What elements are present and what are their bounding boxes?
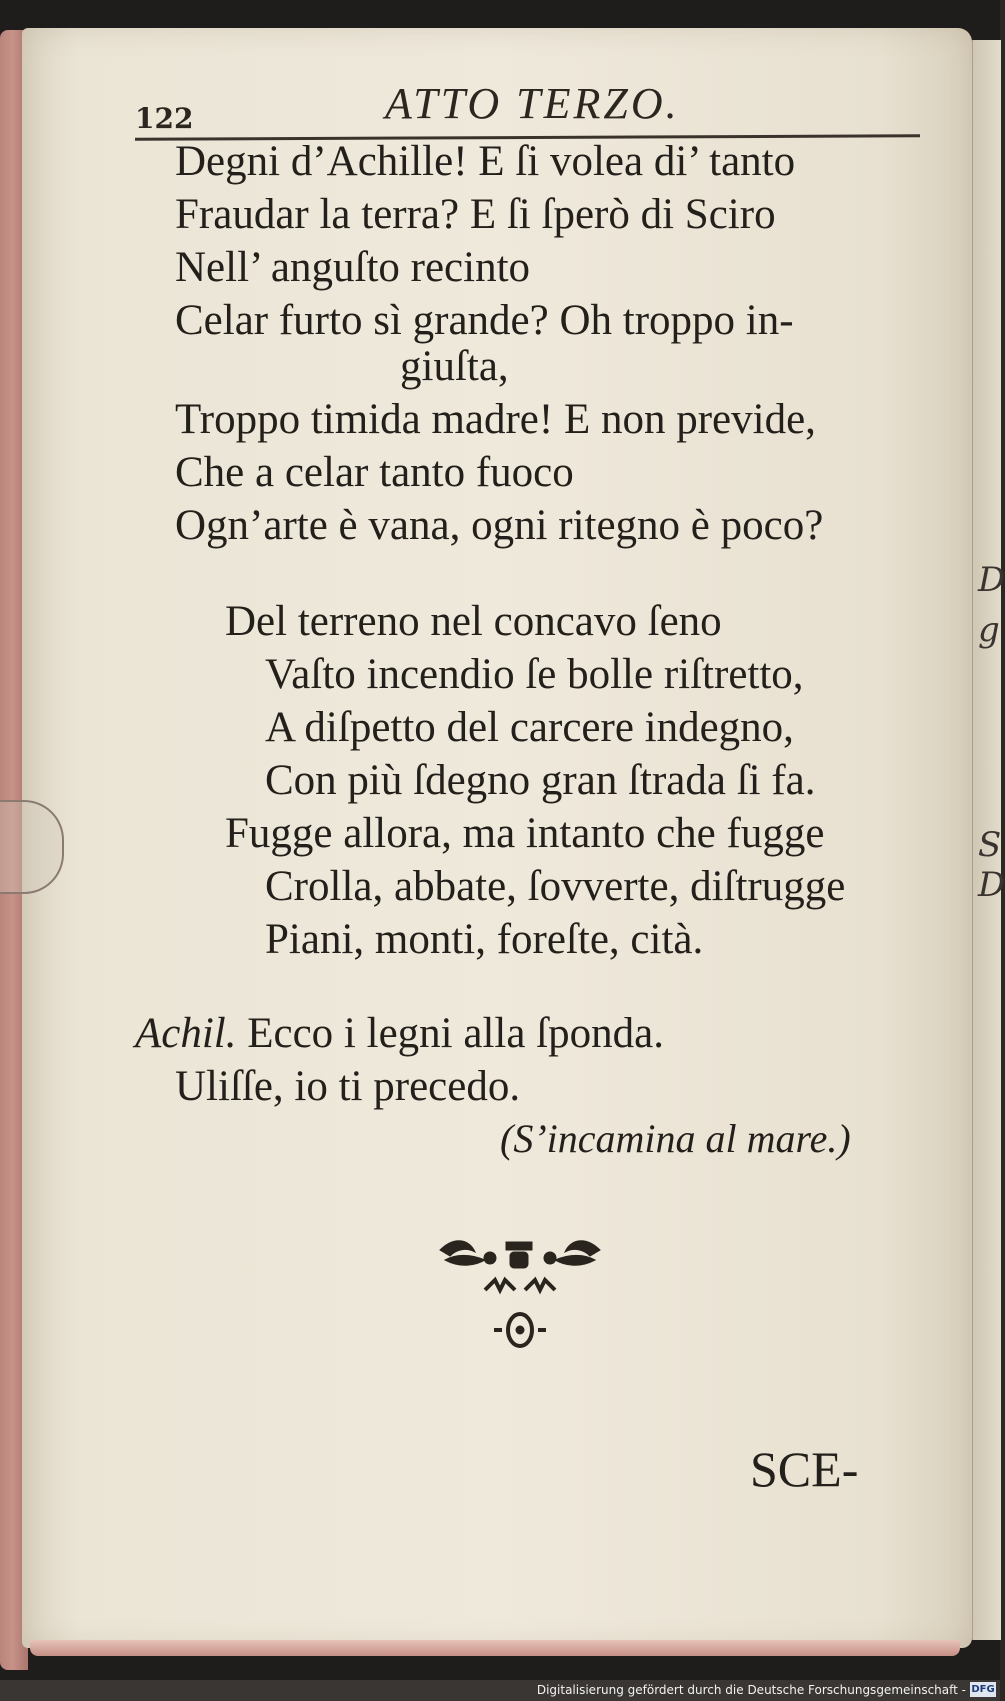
aria-line: Piani, monti, foreſte, cità.	[265, 916, 704, 963]
speech-line	[135, 1012, 664, 1055]
aria-line: Del terreno nel concavo ſeno	[225, 598, 722, 645]
page-tab-marker	[0, 800, 64, 894]
catchword: SCE-	[750, 1441, 859, 1497]
dfg-logo: DFG	[971, 1684, 995, 1695]
aria-line: Con più ſdegno gran ſtrada ſi fa.	[265, 757, 816, 804]
running-head	[135, 78, 925, 138]
verse-line: Fraudar la terra? E ſi ſperò di Sciro	[175, 191, 776, 238]
verse-line: Che a celar tanto fuoco	[175, 449, 574, 496]
printer-ornament	[430, 1230, 610, 1360]
speech-line: Uliſſe, io ti precedo.	[175, 1063, 521, 1110]
page-number: 122	[135, 102, 194, 135]
facing-page-glyph: S	[978, 825, 1002, 865]
speech-text: Ecco i legni alla ſponda.	[247, 1010, 664, 1057]
aria-line: Fugge allora, ma intanto che fugge	[225, 810, 825, 857]
verse-line: Ogn’arte è vana, ogni ritegno è poco?	[175, 502, 824, 549]
verse-line: giuſta,	[400, 343, 509, 390]
verse-line: Troppo timida madre! E non previde,	[175, 396, 816, 443]
verse-line: Celar furto sì grande? Oh troppo in-	[175, 297, 794, 344]
aria-line: Crolla, abbate, ſovverte, diſtrugge	[265, 863, 846, 910]
verse-line: Degni d’Achille! E ſi volea di’ tanto	[175, 138, 796, 185]
page-title: ATTO TERZO.	[385, 79, 680, 128]
page-bottom-edge	[30, 1640, 960, 1656]
stage-direction: (S’incamina al mare.)	[500, 1116, 851, 1161]
aria-line: Vaſto incendio ſe bolle riſtretto,	[265, 651, 804, 698]
facing-page-glyph: D	[978, 560, 1005, 600]
funding-credit: Digitalisierung gefördert durch die Deutsche Forschungsgemeinschaft -	[536, 1683, 966, 1697]
speaker-name: Achil.	[135, 1010, 237, 1057]
verse-line: Nell’ anguſto recinto	[175, 244, 531, 291]
facing-page-glyph: g	[978, 610, 1000, 650]
facing-page-glyph: D	[978, 865, 1005, 905]
aria-line: A diſpetto del carcere indegno,	[265, 704, 794, 751]
